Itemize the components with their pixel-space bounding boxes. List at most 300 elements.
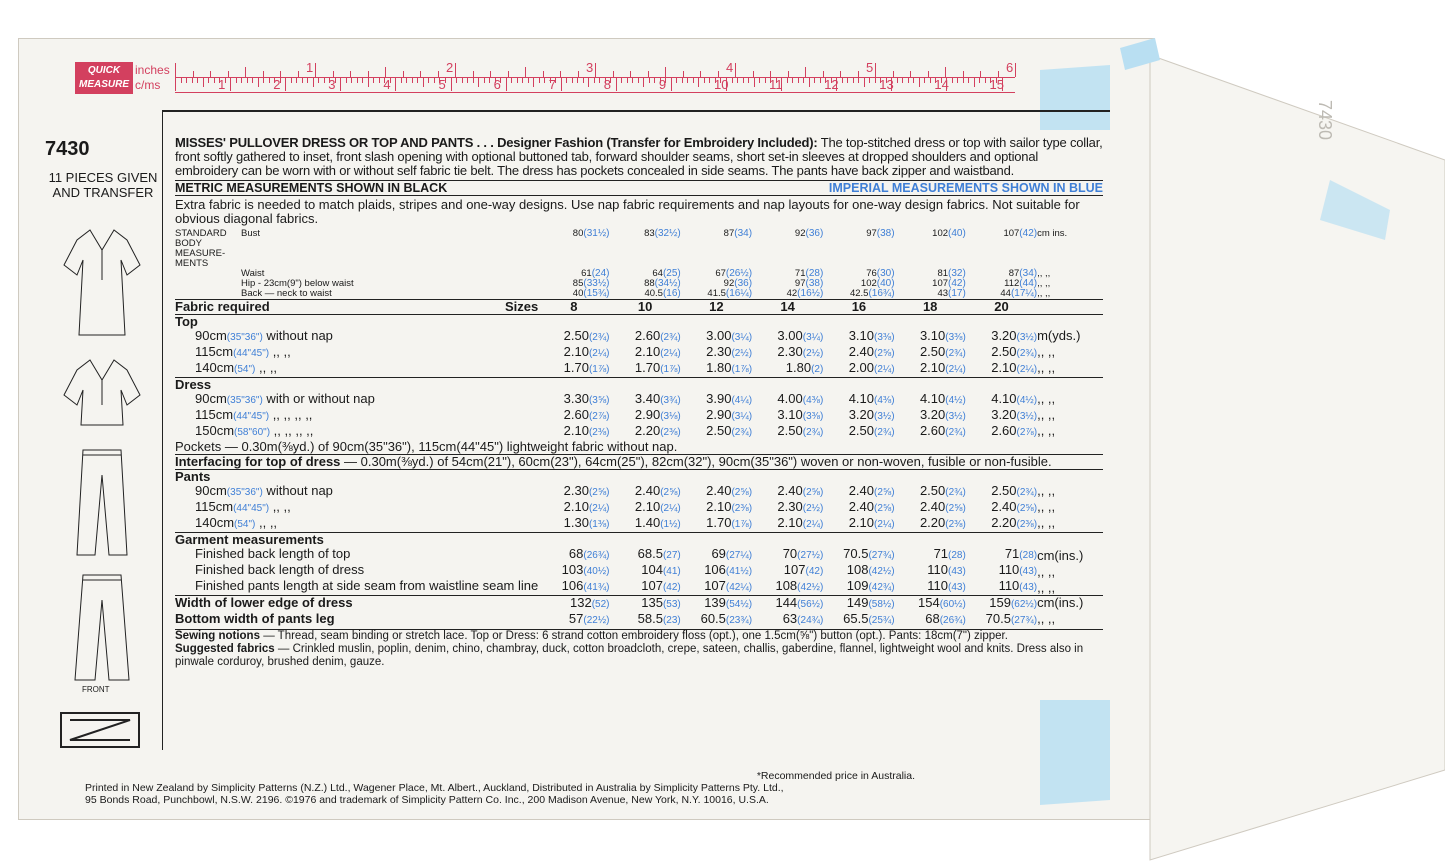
- spacer: [1037, 378, 1103, 393]
- garment-value: [681, 579, 752, 596]
- cm-tick: [864, 78, 865, 87]
- cm-tick: [357, 78, 358, 83]
- imperial-yardage: (2¼): [1016, 364, 1038, 375]
- inch-number: 2: [446, 60, 454, 75]
- metric-yardage: 3.40: [634, 391, 661, 406]
- cm-tick: [930, 78, 931, 83]
- imperial-yardage: (2⅝): [731, 487, 753, 498]
- cm-tick: [539, 78, 540, 83]
- yardage-value: [610, 392, 681, 408]
- cm-tick: [489, 78, 490, 83]
- yardage-value: [895, 484, 966, 500]
- metric-yardage: 2.50: [563, 328, 589, 343]
- cm-tick: [324, 78, 325, 83]
- metric-measure: 70: [782, 546, 798, 561]
- measurement-value: [681, 289, 752, 299]
- width-value: [538, 596, 609, 613]
- ruler-line: [175, 92, 1015, 93]
- fabric-width-metric: 90cm: [195, 391, 227, 406]
- cm-tick: [236, 78, 237, 83]
- inch-tick: [963, 71, 964, 77]
- cm-number: 11: [769, 77, 783, 92]
- garment-value: [610, 563, 681, 579]
- metric-yardage: 1.70: [634, 360, 661, 375]
- unit-label: ,, ,,: [1037, 288, 1051, 299]
- unit-label: ,, ,,: [1037, 423, 1056, 438]
- inch-tick: [630, 71, 631, 77]
- yardage-value: [895, 361, 966, 378]
- cm-tick: [963, 78, 964, 83]
- fabric-width-metric: 90cm: [195, 483, 227, 498]
- yardage-value: [895, 500, 966, 516]
- garment-value: [895, 563, 966, 579]
- measurement-value: [823, 229, 894, 269]
- cm-tick: [924, 78, 925, 83]
- yardage-value: [681, 500, 752, 516]
- width-value: [895, 612, 966, 628]
- pattern-info: [175, 136, 1103, 669]
- yardage-value: [966, 392, 1037, 408]
- cm-number: 15: [989, 77, 1004, 92]
- spacer: [752, 533, 823, 548]
- unit-label: cm(ins.): [1037, 548, 1084, 563]
- cm-tick: [368, 78, 369, 87]
- imperial-value: (32½): [654, 228, 681, 239]
- metric-yardage: 3.90: [706, 391, 732, 406]
- imperial-value: (17¼): [1010, 288, 1038, 299]
- fabric-width-imperial: (35"36"): [226, 487, 263, 498]
- imperial-yardage: (2¾): [1016, 348, 1038, 359]
- cm-tick: [968, 78, 969, 83]
- metric-value: 43: [937, 288, 949, 299]
- size-header: 16: [851, 299, 867, 314]
- nap-note: ,, ,,: [269, 499, 291, 514]
- imperial-yardage: (2¾): [874, 427, 895, 438]
- metric-yardage: 3.00: [706, 328, 732, 343]
- cm-number: 10: [714, 77, 729, 92]
- inch-number: 3: [586, 60, 594, 75]
- metric-yardage: 1.40: [634, 515, 661, 530]
- garment-illustrations: [55, 225, 150, 745]
- fabric-width-imperial: (35"36"): [226, 332, 263, 343]
- imperial-value: (30): [876, 268, 895, 279]
- garment-row: [175, 579, 1103, 596]
- size-header: 8: [570, 299, 578, 314]
- pants-section-row: [175, 500, 1103, 516]
- metric-yardage: 2.60: [991, 423, 1017, 438]
- metric-yardage: 2.20: [634, 423, 661, 438]
- cm-tick: [561, 78, 562, 91]
- dress-section-title: Dress: [175, 377, 212, 392]
- metric-yardage: 2.10: [634, 499, 661, 514]
- unit-label: ,, ,,: [1037, 407, 1056, 422]
- imperial-yardage: (2⅜): [588, 427, 610, 438]
- yardage-value: [538, 484, 609, 500]
- pants-section-title-row: [175, 470, 1103, 485]
- imperial-yardage: (3⅜): [945, 332, 966, 343]
- cm-tick: [340, 78, 341, 91]
- width-value: [823, 612, 894, 628]
- metric-yardage: 2.00: [848, 360, 874, 375]
- fabric-width-imperial: (35"36"): [226, 395, 263, 406]
- unit-label: cm(ins.): [1037, 595, 1084, 610]
- unit-label: ,, ,,: [1037, 515, 1056, 530]
- metric-width: 159: [989, 595, 1011, 610]
- cm-tick: [362, 78, 363, 83]
- width-value: [681, 612, 752, 628]
- top-frame-line: [162, 110, 1110, 112]
- suggested-fabrics: [175, 643, 1103, 669]
- metric-measure: 106: [704, 562, 726, 577]
- imperial-yardage: (2⅜): [945, 519, 966, 530]
- metric-yardage: 1.70: [563, 360, 589, 375]
- yardage-value: [681, 392, 752, 408]
- measurement-value: [610, 229, 681, 269]
- imperial-value: (31½): [583, 228, 610, 239]
- metric-measure: 110: [998, 578, 1020, 593]
- metric-measure: 108: [775, 578, 798, 593]
- body-measurement-label: [175, 269, 538, 279]
- fabric-width-label: [175, 361, 538, 378]
- cm-tick: [814, 78, 815, 83]
- cm-tick: [208, 78, 209, 83]
- cm-tick: [269, 78, 270, 83]
- imperial-width: (25¾): [868, 615, 895, 626]
- cm-tick: [318, 78, 319, 83]
- measurement-value: [966, 289, 1037, 299]
- imperial-value: (24): [591, 268, 610, 279]
- metric-measure: 110: [927, 562, 949, 577]
- inch-tick: [403, 71, 404, 77]
- inch-tick: [928, 71, 929, 77]
- metric-yardage: 2.50: [848, 423, 874, 438]
- spacer: [681, 378, 752, 393]
- imperial-yardage: (2⅝): [874, 487, 895, 498]
- inch-tick: [753, 71, 754, 77]
- metric-yardage: 2.50: [919, 483, 946, 498]
- width-label: Width of lower edge of dress: [175, 595, 353, 610]
- imperial-yardage: (2¾): [945, 348, 966, 359]
- garment-value: [538, 579, 609, 596]
- imperial-measure: (42¼): [725, 582, 753, 593]
- cm-tick: [241, 78, 242, 83]
- cm-tick: [186, 78, 187, 83]
- metric-value: 41.5: [707, 288, 726, 299]
- yardage-value: [823, 329, 894, 345]
- metric-value: 81: [937, 268, 949, 279]
- cm-tick: [676, 78, 677, 83]
- cm-tick: [401, 78, 402, 83]
- imperial-measure: (27¾): [868, 550, 895, 561]
- width-value: [823, 596, 894, 613]
- imperial-value: (25): [662, 268, 681, 279]
- cm-tick: [875, 78, 876, 83]
- fabric-width-label: [175, 408, 538, 424]
- unit-label: ,, ,,: [1037, 483, 1056, 498]
- inch-number: 4: [726, 60, 734, 75]
- cm-tick: [869, 78, 870, 83]
- inch-tick: [315, 63, 316, 77]
- cm-tick: [616, 78, 617, 91]
- cm-tick: [798, 78, 799, 83]
- spacer: [1037, 470, 1103, 485]
- metric-value: 44: [1000, 288, 1011, 299]
- imperial-measure: (41¾): [583, 582, 610, 593]
- ruler-cm-label: c/ms: [135, 78, 161, 92]
- inch-tick: [560, 71, 561, 77]
- cm-tick: [687, 78, 688, 83]
- cm-tick: [197, 78, 198, 83]
- cm-tick: [632, 78, 633, 83]
- measurement-value: [752, 289, 823, 299]
- metric-value: 67: [715, 268, 726, 279]
- metric-yardage: 2.20: [919, 515, 946, 530]
- unit-label: ,, ,,: [1037, 268, 1051, 279]
- yardage-value: [610, 329, 681, 345]
- fabric-width-imperial: (44"45"): [233, 348, 270, 359]
- imperial-yardage: (2¼): [660, 348, 681, 359]
- cm-number: 1: [218, 77, 226, 92]
- metric-measure: 104: [641, 562, 663, 577]
- unit-label: cm ins.: [1037, 228, 1068, 239]
- spacer: [681, 470, 752, 485]
- metric-yardage: 2.10: [563, 344, 589, 359]
- metric-measure: 109: [846, 578, 869, 593]
- nap-note: without nap: [262, 483, 333, 498]
- measurement-value: [681, 229, 752, 269]
- pants-section-row: [175, 484, 1103, 500]
- garment-value: [610, 579, 681, 596]
- imperial-value: (33½): [583, 278, 610, 289]
- spacer: [610, 378, 681, 393]
- metric-yardage: 2.40: [777, 483, 803, 498]
- imperial-yardage: (2⅜): [1016, 519, 1038, 530]
- yardage-value: [823, 516, 894, 533]
- fabric-width-label: [175, 484, 538, 500]
- yardage-value: [538, 424, 609, 440]
- spacer: [895, 533, 966, 548]
- cm-number: 3: [328, 77, 336, 92]
- measurement-value: [823, 289, 894, 299]
- pieces-count: 11 PIECES GIVEN AND TRANSFER: [48, 170, 158, 200]
- imperial-yardage: (3¼): [731, 332, 753, 343]
- imperial-width: (26¾): [939, 615, 966, 626]
- body-measurement-table: [175, 229, 1103, 299]
- cm-tick: [533, 78, 534, 87]
- unit-label: ,, ,,: [1037, 499, 1056, 514]
- inch-tick: [193, 71, 194, 77]
- spacer: [681, 315, 752, 330]
- width-value: [895, 596, 966, 613]
- yardage-value: [681, 516, 752, 533]
- body-measurement-row: [175, 289, 1103, 299]
- yardage-value: [681, 361, 752, 378]
- fabric-width-imperial: (58"60"): [234, 427, 271, 438]
- interfacing-row: [175, 455, 1103, 470]
- metric-measure: 107: [641, 578, 663, 593]
- cm-tick: [897, 78, 898, 83]
- imperial-yardage: (2⅝): [945, 503, 966, 514]
- pants-back-illustration: [77, 450, 127, 555]
- yardage-value: [538, 408, 609, 424]
- metric-yardage: 2.40: [634, 483, 661, 498]
- measurement-heading: [175, 180, 1103, 196]
- metric-value: 87: [723, 228, 735, 239]
- imperial-value: (34): [734, 228, 753, 239]
- cm-tick: [313, 78, 314, 87]
- body-measurement-label: [175, 279, 538, 289]
- imperial-yardage: (2⅞): [588, 411, 610, 422]
- imperial-value: (28): [805, 268, 824, 279]
- fabric-required-label: [175, 300, 538, 315]
- measurement-value: [966, 229, 1037, 269]
- imperial-yardage: (3½): [874, 411, 895, 422]
- yardage-value: [610, 345, 681, 361]
- metric-measure: 70.5: [843, 546, 869, 561]
- metric-width: 132: [570, 595, 592, 610]
- metric-yardage: 1.70: [706, 515, 732, 530]
- fabric-width-metric: 150cm: [195, 423, 235, 438]
- metric-yardage: 2.50: [706, 423, 732, 438]
- metric-width: 65.5: [843, 611, 869, 626]
- body-measurement-label: [175, 289, 538, 299]
- cm-tick: [572, 78, 573, 83]
- nap-note: with or without nap: [262, 391, 375, 406]
- body-measurements: [175, 229, 1103, 299]
- fabric-table: [175, 299, 1103, 628]
- imperial-measure: (27¼): [725, 550, 753, 561]
- yardage-value: [895, 516, 966, 533]
- unit-label: ,, ,,: [1037, 360, 1056, 375]
- cm-tick: [302, 78, 303, 83]
- footer-line-2: 95 Bonds Road, Punchbowl, N.S.W. 2196. ©1976 and trademark of Simplicity Pattern Co. Inc., 200 Madison Avenue, New York, N.Y. 10016, U.S.A.: [85, 794, 769, 806]
- yardage-value: [610, 424, 681, 440]
- garment-value: [823, 547, 894, 563]
- cm-tick: [957, 78, 958, 83]
- yardage-value: [752, 408, 823, 424]
- imperial-value: (16½): [797, 288, 824, 299]
- yardage-value: [966, 361, 1037, 378]
- imperial-yardage: (1⅞): [731, 519, 753, 530]
- metric-value: 88: [644, 278, 655, 289]
- imperial-value: (42): [1019, 228, 1038, 239]
- cm-tick: [858, 78, 859, 83]
- metric-value: 102: [860, 278, 877, 289]
- cm-tick: [913, 78, 914, 83]
- imperial-heading: IMPERIAL MEASUREMENTS SHOWN IN BLUE: [828, 181, 1103, 195]
- spacer: [823, 315, 894, 330]
- imperial-yardage: (3⅜): [874, 332, 895, 343]
- inch-tick: [228, 71, 229, 77]
- cm-tick: [417, 78, 418, 83]
- yardage-value: [895, 345, 966, 361]
- imperial-yardage: (3½): [945, 411, 966, 422]
- metric-value: 107: [1003, 228, 1020, 239]
- cm-tick: [979, 78, 980, 83]
- fabric-width-label: [175, 392, 538, 408]
- sewing-notions-title: Sewing notions: [175, 630, 260, 642]
- cm-tick: [395, 78, 396, 91]
- metric-value: 97: [794, 278, 806, 289]
- cm-tick: [451, 78, 452, 91]
- imperial-measure: (27): [662, 550, 681, 561]
- measurement-value: [752, 229, 823, 269]
- imperial-yardage: (2¾): [945, 487, 966, 498]
- imperial-measure: (26¾): [583, 550, 610, 561]
- fabric-width-label: [175, 516, 538, 533]
- description-title: MISSES' PULLOVER DRESS OR TOP AND PANTS . . . Designer Fashion (Transfer for Embroidery Included):: [175, 135, 818, 150]
- imperial-value: (26½): [725, 268, 753, 279]
- cm-tick: [847, 78, 848, 83]
- cm-number: 13: [879, 77, 894, 92]
- size-header: 20: [994, 299, 1009, 314]
- metric-yardage: 2.50: [991, 483, 1017, 498]
- dress-illustration: [64, 230, 140, 335]
- fabric-width-label: [175, 424, 538, 440]
- metric-yardage: 2.90: [706, 407, 732, 422]
- cm-tick: [759, 78, 760, 83]
- yardage-value: [538, 500, 609, 516]
- spacer: [895, 470, 966, 485]
- cm-tick: [638, 78, 639, 83]
- envelope-footer: [85, 770, 915, 806]
- nap-note: without nap: [262, 328, 333, 343]
- imperial-yardage: (2½): [731, 348, 753, 359]
- cm-tick: [737, 78, 738, 83]
- metric-width: 70.5: [985, 611, 1011, 626]
- imperial-yardage: (2¾): [588, 332, 610, 343]
- size-header: 18: [922, 299, 938, 314]
- garment-row: [175, 547, 1103, 563]
- spacer: [1037, 533, 1103, 548]
- spacer: [823, 378, 894, 393]
- metric-measure: 107: [783, 562, 806, 577]
- imperial-yardage: (2¼): [660, 503, 681, 514]
- cm-number: 5: [438, 77, 446, 92]
- ghost-pattern-number: 7430: [1315, 100, 1335, 141]
- fabric-required-title: Fabric required: [175, 299, 270, 314]
- fabric-width-metric: 115cm: [195, 407, 234, 422]
- imperial-yardage: (1⅜): [588, 519, 610, 530]
- cm-tick: [351, 78, 352, 83]
- width-row: [175, 596, 1103, 613]
- metric-yardage: 2.60: [634, 328, 661, 343]
- garment-value: [966, 579, 1037, 596]
- inch-tick: [385, 67, 386, 77]
- measurement-name: Waist: [241, 268, 265, 279]
- yardage-value: [966, 484, 1037, 500]
- imperial-value: (16): [662, 288, 681, 299]
- metric-width: 135: [641, 595, 663, 610]
- unit-label: ,, ,,: [1037, 611, 1056, 626]
- simplicity-logo-icon: [60, 712, 140, 748]
- imperial-measure: (28): [948, 550, 966, 561]
- garment-label: Finished back length of dress: [195, 562, 365, 577]
- cm-tick: [307, 78, 308, 83]
- spacer: [895, 315, 966, 330]
- imperial-width: (24¾): [797, 615, 824, 626]
- imperial-yardage: (2⅜): [660, 427, 681, 438]
- imperial-yardage: (1⅞): [660, 364, 681, 375]
- cm-tick: [478, 78, 479, 87]
- metric-yardage: 4.10: [848, 391, 874, 406]
- cm-tick: [820, 78, 821, 83]
- metric-yardage: 1.80: [706, 360, 732, 375]
- pockets-row: [175, 440, 1103, 455]
- yardage-value: [681, 408, 752, 424]
- imperial-width: (54½): [725, 599, 753, 610]
- imperial-value: (17): [948, 288, 966, 299]
